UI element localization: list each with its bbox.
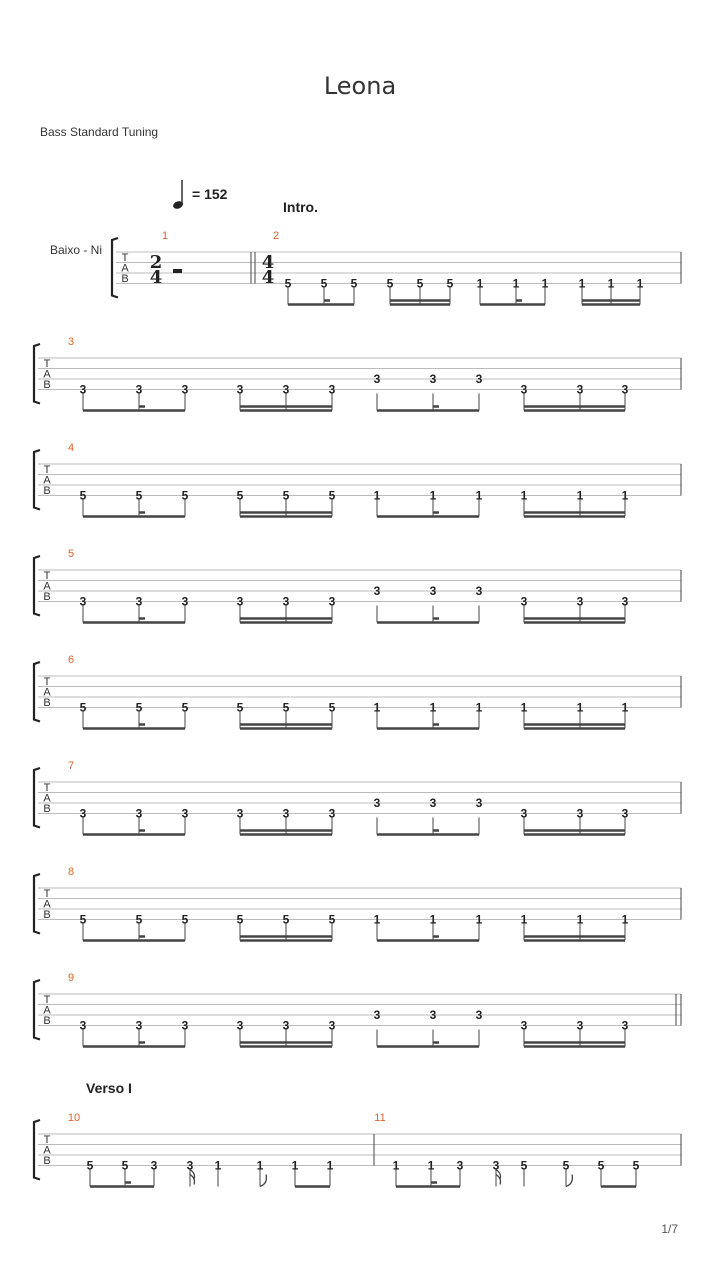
fret-number: 1	[541, 276, 549, 291]
fret-number: 3	[576, 1018, 584, 1033]
fret-number: 3	[456, 1158, 464, 1173]
fret-number: 5	[135, 700, 143, 715]
system-bracket	[34, 556, 40, 616]
time-signature-top: 4	[261, 252, 275, 273]
fret-number: 3	[181, 806, 189, 821]
fret-number: 3	[429, 584, 437, 598]
fret-number: 1	[621, 912, 629, 927]
fret-number: 1	[476, 276, 484, 291]
fret-number: 1	[427, 1158, 435, 1173]
tab-clef-letter: B	[43, 379, 51, 391]
fret-number: 1	[636, 276, 644, 291]
fret-number: 5	[135, 912, 143, 927]
system-bracket	[34, 1120, 40, 1180]
fret-number: 3	[181, 594, 189, 609]
fret-number: 3	[181, 382, 189, 397]
fret-number: 3	[429, 372, 437, 386]
instrument-name: Baixo - Ni	[50, 243, 103, 257]
tab-clef-letter: T	[43, 676, 51, 688]
fret-number: 3	[135, 594, 143, 609]
tab-clef-letter: T	[43, 464, 51, 476]
fret-number: 1	[578, 276, 586, 291]
fret-number: 5	[86, 1158, 94, 1173]
fret-number: 3	[576, 594, 584, 609]
fret-number: 5	[350, 276, 358, 291]
fret-number: 3	[282, 1018, 290, 1033]
fret-number: 3	[475, 796, 483, 810]
measure-number: 5	[67, 548, 75, 560]
tempo-value: = 152	[192, 186, 228, 202]
tab-clef-letter: B	[43, 697, 51, 709]
fret-number: 3	[520, 382, 528, 397]
fret-number: 3	[282, 594, 290, 609]
tab-clef-letter: B	[43, 591, 51, 603]
time-signature-bottom: 4	[261, 267, 275, 288]
fret-number: 5	[562, 1158, 570, 1173]
fret-number: 5	[79, 700, 87, 715]
fret-number: 5	[446, 276, 454, 291]
fret-number: 3	[373, 584, 381, 598]
fret-number: 1	[429, 700, 437, 715]
fret-number: 1	[475, 912, 483, 927]
tab-clef-letter: A	[43, 474, 51, 487]
measure-number: 8	[67, 866, 75, 878]
fret-number: 3	[475, 584, 483, 598]
fret-number: 1	[621, 488, 629, 503]
fret-number: 1	[520, 488, 528, 503]
fret-number: 3	[520, 594, 528, 609]
fret-number: 5	[236, 912, 244, 927]
fret-number: 1	[607, 276, 615, 291]
section-verse: Verso I	[86, 1080, 132, 1096]
fret-number: 1	[326, 1158, 334, 1173]
fret-number: 1	[576, 700, 584, 715]
fret-number: 5	[121, 1158, 129, 1173]
tab-clef-letter: B	[43, 803, 51, 815]
measure-number: 10	[67, 1112, 81, 1124]
fret-number: 3	[621, 594, 629, 609]
note-flag	[566, 1175, 572, 1187]
tab-clef-letter: A	[43, 1144, 51, 1157]
fret-number: 1	[291, 1158, 299, 1173]
fret-number: 5	[416, 276, 424, 291]
fret-number: 1	[214, 1158, 222, 1173]
fret-number: 5	[79, 912, 87, 927]
fret-number: 1	[475, 488, 483, 503]
fret-number: 3	[328, 806, 336, 821]
system-bracket	[34, 768, 40, 828]
tab-clef-letter: A	[43, 792, 51, 805]
measure-number: 11	[374, 1112, 386, 1124]
fret-number: 5	[181, 488, 189, 503]
fret-number: 3	[373, 372, 381, 386]
fret-number: 3	[282, 806, 290, 821]
fret-number: 1	[520, 700, 528, 715]
measure-number: 7	[67, 760, 75, 772]
system-bracket	[34, 662, 40, 722]
fret-number: 3	[150, 1158, 158, 1173]
measure-number: 1	[161, 230, 169, 242]
tab-clef-letter: T	[121, 252, 129, 264]
system-bracket	[34, 980, 40, 1040]
tab-clef-letter: A	[43, 686, 51, 699]
section-intro: Intro.	[283, 199, 318, 215]
fret-number: 3	[79, 382, 87, 397]
fret-number: 3	[181, 1018, 189, 1033]
measure-number: 9	[67, 972, 75, 984]
tab-clef-letter: B	[43, 909, 51, 921]
fret-number: 5	[181, 700, 189, 715]
fret-number: 3	[475, 372, 483, 386]
fret-number: 3	[429, 1008, 437, 1022]
fret-number: 5	[236, 488, 244, 503]
fret-number: 5	[79, 488, 87, 503]
tab-clef-letter: A	[43, 1004, 51, 1017]
page-number: 1/7	[661, 1222, 678, 1236]
fret-number: 3	[79, 1018, 87, 1033]
fret-number: 3	[135, 1018, 143, 1033]
fret-number: 5	[386, 276, 394, 291]
measure-number: 6	[67, 654, 75, 666]
fret-number: 1	[392, 1158, 400, 1173]
fret-number: 3	[520, 806, 528, 821]
fret-number: 5	[328, 912, 336, 927]
tab-clef-letter: T	[43, 994, 51, 1006]
fret-number: 5	[282, 488, 290, 503]
tab-clef-letter: B	[43, 485, 51, 497]
fret-number: 3	[373, 1008, 381, 1022]
fret-number: 1	[429, 912, 437, 927]
fret-number: 5	[320, 276, 328, 291]
fret-number: 3	[520, 1018, 528, 1033]
tab-clef-letter: B	[43, 1015, 51, 1027]
fret-number: 1	[621, 700, 629, 715]
fret-number: 5	[520, 1158, 528, 1173]
fret-number: 3	[328, 594, 336, 609]
fret-number: 3	[621, 806, 629, 821]
fret-number: 1	[520, 912, 528, 927]
fret-number: 1	[576, 488, 584, 503]
fret-number: 1	[256, 1158, 264, 1173]
fret-number: 5	[135, 488, 143, 503]
fret-number: 3	[492, 1158, 500, 1173]
fret-number: 3	[236, 806, 244, 821]
fret-number: 5	[632, 1158, 640, 1173]
fret-number: 3	[135, 382, 143, 397]
tuning-label: Bass Standard Tuning	[40, 125, 159, 139]
fret-number: 5	[282, 700, 290, 715]
measure-number: 3	[67, 336, 75, 348]
note-flag	[260, 1175, 266, 1187]
tab-clef-letter: A	[43, 898, 51, 911]
fret-number: 5	[236, 700, 244, 715]
time-signature-bottom: 4	[149, 267, 163, 288]
song-title: Leona	[323, 72, 397, 100]
fret-number: 3	[373, 796, 381, 810]
tab-clef-letter: B	[43, 1155, 51, 1167]
fret-number: 3	[328, 1018, 336, 1033]
half-rest	[173, 269, 182, 273]
fret-number: 3	[429, 796, 437, 810]
fret-number: 1	[373, 912, 381, 927]
fret-number: 1	[475, 700, 483, 715]
system-bracket	[34, 344, 40, 404]
tab-clef-letter: A	[43, 368, 51, 381]
fret-number: 3	[328, 382, 336, 397]
fret-number: 3	[186, 1158, 194, 1173]
tab-clef-letter: B	[121, 273, 129, 285]
time-signature-top: 2	[149, 252, 163, 273]
fret-number: 3	[236, 594, 244, 609]
fret-number: 5	[181, 912, 189, 927]
tab-clef-letter: T	[43, 358, 51, 370]
tab-clef-letter: T	[43, 570, 51, 582]
fret-number: 5	[328, 700, 336, 715]
fret-number: 1	[429, 488, 437, 503]
fret-number: 3	[236, 382, 244, 397]
tab-clef-letter: A	[121, 262, 129, 275]
tab-clef-letter: T	[43, 782, 51, 794]
fret-number: 1	[373, 488, 381, 503]
measure-number: 2	[272, 230, 280, 242]
tab-clef-letter: T	[43, 1134, 51, 1146]
system-bracket	[112, 238, 118, 298]
fret-number: 3	[79, 594, 87, 609]
system-bracket	[34, 874, 40, 934]
fret-number: 1	[512, 276, 520, 291]
fret-number: 3	[621, 382, 629, 397]
tab-clef-letter: A	[43, 580, 51, 593]
fret-number: 3	[135, 806, 143, 821]
fret-number: 5	[328, 488, 336, 503]
fret-number: 3	[576, 806, 584, 821]
measure-number: 4	[67, 442, 75, 454]
system-bracket	[34, 450, 40, 510]
fret-number: 3	[475, 1008, 483, 1022]
fret-number: 3	[621, 1018, 629, 1033]
fret-number: 1	[576, 912, 584, 927]
fret-number: 3	[282, 382, 290, 397]
fret-number: 5	[284, 276, 292, 291]
fret-number: 3	[79, 806, 87, 821]
fret-number: 5	[597, 1158, 605, 1173]
fret-number: 1	[373, 700, 381, 715]
tab-clef-letter: T	[43, 888, 51, 900]
fret-number: 3	[236, 1018, 244, 1033]
fret-number: 3	[576, 382, 584, 397]
fret-number: 5	[282, 912, 290, 927]
